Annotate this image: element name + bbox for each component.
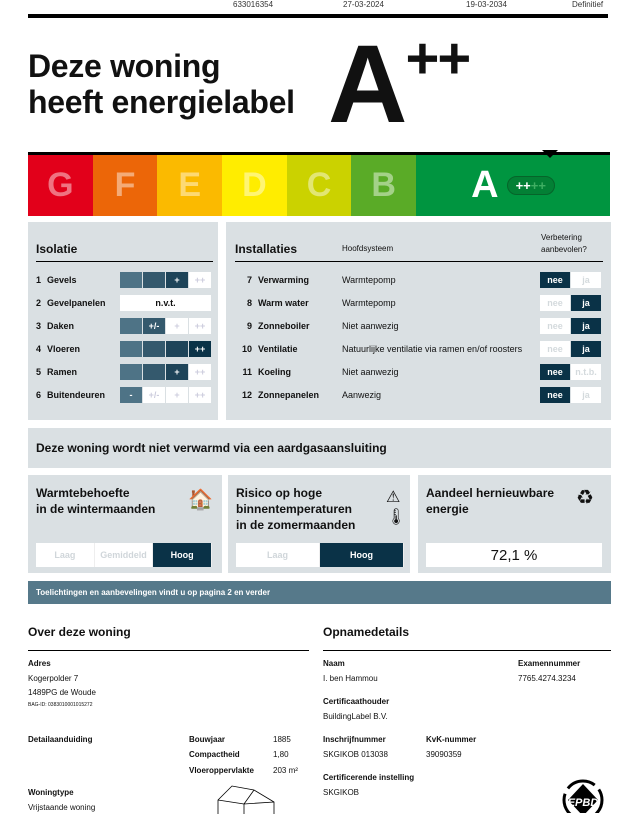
energy-scale	[28, 152, 610, 216]
rating-cell	[166, 341, 188, 357]
level-hoog: Hoog	[153, 543, 212, 567]
label: Compactheid	[189, 750, 240, 759]
scale-class-f: F	[93, 155, 158, 216]
rating-cell	[120, 318, 142, 334]
level-laag: Laag	[236, 543, 320, 567]
row-number: 5	[36, 367, 42, 377]
row-number: 9	[246, 321, 252, 331]
toggle-a: nee	[540, 387, 570, 403]
gas-text: Deze woning wordt niet verwarmd via een aardgasaansluiting	[36, 441, 387, 455]
rating-cell: -	[120, 387, 142, 403]
row-number: 12	[241, 390, 252, 400]
row-label: Koeling	[258, 367, 291, 377]
scale-class-e: E	[157, 155, 222, 216]
risico-title: Risico op hoge binnentemperaturen in de zomermaanden	[236, 486, 356, 532]
label: Bouwjaar	[189, 735, 226, 744]
level-gemiddeld: Gemiddeld	[95, 543, 154, 567]
row-label: Warm water	[258, 298, 309, 308]
hernieuwbaar-panel	[418, 475, 611, 573]
toggle-b: ja	[571, 295, 601, 311]
isolatie-row	[36, 341, 80, 357]
scale-class-a	[416, 155, 610, 216]
warmte-panel	[28, 475, 222, 573]
row-number: 4	[36, 344, 42, 354]
plus-pill	[507, 176, 555, 195]
improvement-toggle	[540, 364, 601, 380]
row-label: Verwarming	[258, 275, 310, 285]
hoofdsysteem: Warmtepomp	[342, 298, 396, 308]
isolatie-row	[36, 295, 106, 311]
rating-cell: +	[166, 364, 188, 380]
installaties-panel	[226, 222, 611, 420]
rating-cell	[143, 272, 165, 288]
value: Vrijstaande woning	[28, 803, 96, 812]
house-heat-icon: 🏠	[188, 489, 213, 511]
rating-cell	[143, 364, 165, 380]
row-label: Zonnepanelen	[258, 390, 320, 400]
installaties-title: Installaties	[235, 242, 298, 256]
label: Detailaanduiding	[28, 735, 93, 744]
rating-cell: ++	[189, 341, 211, 357]
rating-cell	[120, 364, 142, 380]
pill-off: ++	[530, 178, 546, 193]
row-number: 3	[36, 321, 42, 331]
renewable-cycle-icon: ♻	[576, 487, 594, 509]
row-label: Buitendeuren	[47, 390, 106, 400]
row-number: 8	[246, 298, 252, 308]
rating-cells	[120, 272, 211, 288]
toggle-a: nee	[540, 318, 570, 334]
rating-cells	[120, 341, 211, 357]
improvement-toggle	[540, 318, 601, 334]
label: Vloeroppervlakte	[189, 766, 254, 775]
label: Certificaathouder	[323, 697, 390, 706]
gas-panel	[28, 428, 611, 468]
improvement-toggle	[540, 272, 601, 288]
toggle-b: ja	[571, 272, 601, 288]
label: Examennummer	[518, 659, 581, 668]
col-verbetering: Verbetering aanbevolen?	[541, 233, 587, 254]
page-title: Deze woning heeft energielabel	[28, 48, 295, 120]
pill-on: ++	[515, 178, 531, 193]
label: KvK-nummer	[426, 735, 477, 744]
divider	[28, 14, 608, 18]
value: 1885	[273, 735, 291, 744]
risico-panel	[228, 475, 410, 573]
value: 7765.4274.3234	[518, 674, 576, 683]
value: BuildingLabel B.V.	[323, 712, 388, 721]
label: Woningtype	[28, 788, 74, 797]
valid-date: 19-03-2034	[466, 0, 507, 9]
row-number: 10	[241, 344, 252, 354]
toggle-b: ja	[571, 341, 601, 357]
hernieuwbaar-value: 72,1 %	[426, 543, 602, 567]
value: 203 m²	[273, 766, 298, 775]
current-class: A	[471, 164, 499, 206]
thermometer-warning-icon: ⚠🌡	[386, 489, 407, 526]
rating-cell: +	[166, 318, 188, 334]
toggle-a: nee	[540, 341, 570, 357]
opname-title: Opnamedetails	[323, 625, 410, 639]
value: BAG-ID: 0383010001015272	[28, 702, 93, 708]
rating-value: n.v.t.	[120, 295, 211, 311]
row-number: 1	[36, 275, 42, 285]
hoofdsysteem: Aanwezig	[342, 390, 382, 400]
scale-class-c: C	[287, 155, 352, 216]
rating-cell: ++	[189, 272, 211, 288]
rating-cells	[120, 387, 211, 403]
woning-title: Over deze woning	[28, 625, 131, 639]
hernieuwbaar-title: Aandeel hernieuwbare energie	[426, 486, 555, 516]
rating-cell: ++	[189, 387, 211, 403]
level-laag: Laag	[36, 543, 95, 567]
isolatie-title: Isolatie	[36, 242, 78, 256]
row-number: 11	[242, 367, 252, 377]
toggle-b: ja	[571, 318, 601, 334]
issue-date: 27-03-2024	[343, 0, 384, 9]
improvement-toggle	[540, 295, 601, 311]
rating-cell: +/-	[143, 318, 165, 334]
installatie-row	[235, 295, 309, 311]
warmte-title: Warmtebehoefte in de wintermaanden	[36, 486, 156, 516]
improvement-toggle	[540, 387, 601, 403]
status: Definitief	[572, 0, 604, 9]
scale-class-d: D	[222, 155, 287, 216]
row-number: 6	[36, 390, 42, 400]
hoofdsysteem: Niet aanwezig	[342, 321, 399, 331]
info-banner: Toelichtingen en aanbevelingen vindt u op pagina 2 en verder	[28, 581, 611, 604]
installatie-row	[235, 318, 310, 334]
rating-cell: +	[166, 387, 188, 403]
toggle-a: nee	[540, 295, 570, 311]
col-hoofdsysteem: Hoofdsysteem	[342, 244, 394, 253]
isolatie-row	[36, 272, 77, 288]
hoofdsysteem: Natuurlijke ventilatie via ramen en/of roosters	[342, 344, 523, 354]
value: 1489PG de Woude	[28, 688, 96, 697]
toggle-a: nee	[540, 272, 570, 288]
row-label: Zonneboiler	[258, 321, 310, 331]
row-number: 2	[36, 298, 42, 308]
label: Certificerende instelling	[323, 773, 415, 782]
rating-cell	[120, 341, 142, 357]
row-number: 7	[246, 275, 252, 285]
row-label: Ramen	[47, 367, 78, 377]
rating-cell: ++	[189, 364, 211, 380]
label: Adres	[28, 659, 51, 668]
row-label: Vloeren	[47, 344, 81, 354]
house-drawing-icon	[216, 784, 280, 814]
row-label: Gevelpanelen	[47, 298, 106, 308]
rating-cells	[120, 364, 211, 380]
isolatie-row	[36, 364, 77, 380]
rating-cell	[143, 341, 165, 357]
value: SKGIKOB 013038	[323, 750, 388, 759]
installatie-row	[235, 364, 291, 380]
isolatie-row	[36, 387, 105, 403]
energy-label: A++	[328, 23, 470, 146]
rating-cell	[120, 272, 142, 288]
pointer-icon	[542, 150, 558, 158]
hoofdsysteem: Warmtepomp	[342, 275, 396, 285]
row-label: Daken	[47, 321, 75, 331]
installatie-row	[235, 341, 298, 357]
epbd-logo	[560, 776, 606, 813]
value: SKGIKOB	[323, 788, 360, 797]
registration-number: 633016354	[233, 0, 274, 9]
label: Inschrijfnummer	[323, 735, 386, 744]
isolatie-panel	[28, 222, 218, 420]
rating-cell: +/-	[143, 387, 165, 403]
toggle-a: nee	[540, 364, 570, 380]
isolatie-row	[36, 318, 74, 334]
installatie-row	[235, 387, 319, 403]
rating-cells	[120, 318, 211, 334]
hoofdsysteem: Niet aanwezig	[342, 367, 399, 377]
scale-class-b: B	[351, 155, 416, 216]
scale-class-g: G	[28, 155, 93, 216]
svg-text:EPBD: EPBD	[567, 797, 599, 809]
toggle-b: ja	[571, 387, 601, 403]
improvement-toggle	[540, 341, 601, 357]
row-label: Gevels	[47, 275, 77, 285]
value: 39090359	[426, 750, 462, 759]
value: 1,80	[273, 750, 289, 759]
rating-cells	[120, 295, 211, 311]
value: Kogerpolder 7	[28, 674, 79, 683]
toggle-b: n.t.b.	[571, 364, 601, 380]
installatie-row	[235, 272, 309, 288]
rating-cell: +	[166, 272, 188, 288]
label: Naam	[323, 659, 345, 668]
row-label: Ventilatie	[258, 344, 298, 354]
value: I. ben Hammou	[323, 674, 378, 683]
level-hoog: Hoog	[320, 543, 404, 567]
rating-cell: ++	[189, 318, 211, 334]
